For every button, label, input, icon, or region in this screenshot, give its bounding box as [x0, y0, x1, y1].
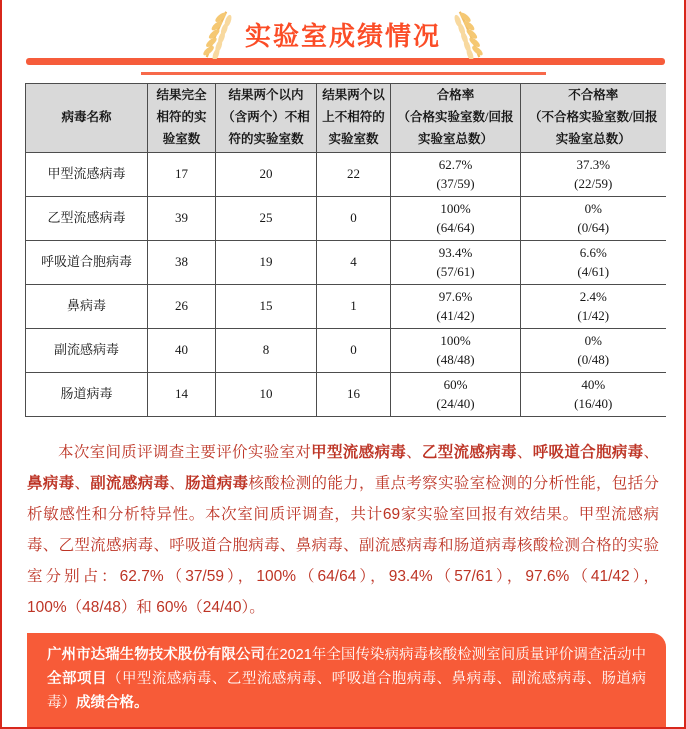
- table-row: [26, 328, 666, 372]
- within-two-cell: 10: [216, 372, 317, 416]
- conclusion-box: [27, 633, 666, 727]
- within-two-cell: 20: [216, 152, 317, 196]
- column-header: 合格率 （合格实验室数/回报 实验室总数）: [391, 84, 521, 153]
- virus-name-cell: 鼻病毒: [26, 284, 148, 328]
- full-match-cell: 40: [148, 328, 216, 372]
- column-header: 病毒名称: [26, 84, 148, 153]
- above-two-cell: 0: [317, 196, 391, 240]
- results-table-body: [26, 152, 666, 416]
- accent-bar-thick: [26, 58, 665, 65]
- table-row: [26, 284, 666, 328]
- emphasized-text: 呼吸道合胞病毒: [532, 443, 644, 461]
- column-header: 结果两个以内 （含两个）不相 符的实验室数: [216, 84, 317, 153]
- column-header: 结果完全 相符的实 验室数: [148, 84, 216, 153]
- table-row: [26, 152, 666, 196]
- full-match-cell: 38: [148, 240, 216, 284]
- pass-rate-cell: 60% (24/40): [391, 372, 521, 416]
- wheat-right-icon: [451, 9, 489, 59]
- column-header: 不合格率 （不合格实验室数/回报 实验室总数）: [521, 84, 666, 153]
- fail-rate-cell: 2.4% (1/42): [521, 284, 666, 328]
- emphasized-text: 肠道病毒: [185, 474, 249, 492]
- pass-rate-cell: 62.7% (37/59): [391, 152, 521, 196]
- table-row: [26, 372, 666, 416]
- pass-rate-cell: 100% (64/64): [391, 196, 521, 240]
- table-row: [26, 196, 666, 240]
- above-two-cell: 16: [317, 372, 391, 416]
- wheat-left-icon: [197, 9, 235, 59]
- body-text: 核酸检测的能力，重点考察实验室检测的分析性能，包括分析敏感性和分析特异性。本次室间质评调查，共计69家实验室回报有效结果。甲型流感病毒、乙型流感病毒、呼吸道合胞病毒、鼻病毒、副流感病毒和肠道病毒核酸检测合格的实验室分别占：62.7%（37/59），100%（64/64），93.4%（57/61），97.6%（41/42），100%（48/48）和 60%（24/40）。: [27, 474, 659, 616]
- above-two-cell: 1: [317, 284, 391, 328]
- body-text: 、: [406, 443, 422, 461]
- virus-name-cell: 副流感病毒: [26, 328, 148, 372]
- table-row: [26, 240, 666, 284]
- body-text: 、: [643, 443, 659, 461]
- pass-rate-cell: 93.4% (57/61): [391, 240, 521, 284]
- virus-name-cell: 乙型流感病毒: [26, 196, 148, 240]
- emphasized-text: 鼻病毒: [27, 474, 75, 492]
- above-two-cell: 0: [317, 328, 391, 372]
- virus-name-cell: 肠道病毒: [26, 372, 148, 416]
- pass-rate-cell: 100% (48/48): [391, 328, 521, 372]
- accent-bar-thin: [141, 72, 546, 75]
- within-two-cell: 15: [216, 284, 317, 328]
- virus-name-cell: 甲型流感病毒: [26, 152, 148, 196]
- column-header: 结果两个以 上不相符的 实验室数: [317, 84, 391, 153]
- within-two-cell: 8: [216, 328, 317, 372]
- emphasized-text: 乙型流感病毒: [421, 443, 517, 461]
- emphasized-text: 全部项目: [47, 670, 107, 687]
- analysis-paragraph: [27, 437, 659, 623]
- results-table: [25, 83, 666, 417]
- page-header: [2, 0, 684, 57]
- above-two-cell: 22: [317, 152, 391, 196]
- body-text: （甲型流感病毒、乙型流感病毒、呼吸道合胞病毒、鼻病毒、副流感病毒、肠道病毒）: [47, 670, 647, 711]
- body-text: 本次室间质评调查主要评价实验室对: [58, 443, 312, 461]
- body-text: 、: [169, 474, 186, 492]
- full-match-cell: 17: [148, 152, 216, 196]
- emphasized-text: 成绩合格。: [76, 694, 149, 711]
- fail-rate-cell: 37.3% (22/59): [521, 152, 666, 196]
- body-text: 、: [74, 474, 91, 492]
- fail-rate-cell: 40% (16/40): [521, 372, 666, 416]
- full-match-cell: 26: [148, 284, 216, 328]
- fail-rate-cell: 0% (0/64): [521, 196, 666, 240]
- results-table-head: [26, 84, 666, 153]
- fail-rate-cell: 0% (0/48): [521, 328, 666, 372]
- full-match-cell: 39: [148, 196, 216, 240]
- emphasized-text: 广州市达瑞生物技术股份有限公司: [47, 646, 265, 663]
- pass-rate-cell: 97.6% (41/42): [391, 284, 521, 328]
- body-text: 在2021年全国传染病病毒核酸检测室间质量评价调查活动中: [264, 646, 646, 663]
- full-match-cell: 14: [148, 372, 216, 416]
- above-two-cell: 4: [317, 240, 391, 284]
- header-row: [26, 84, 666, 153]
- fail-rate-cell: 6.6% (4/61): [521, 240, 666, 284]
- emphasized-text: 副流感病毒: [90, 474, 170, 492]
- within-two-cell: 19: [216, 240, 317, 284]
- emphasized-text: 甲型流感病毒: [311, 443, 407, 461]
- page-title: 实验室成绩情况: [244, 20, 441, 51]
- virus-name-cell: 呼吸道合胞病毒: [26, 240, 148, 284]
- body-text: 、: [516, 443, 533, 461]
- within-two-cell: 25: [216, 196, 317, 240]
